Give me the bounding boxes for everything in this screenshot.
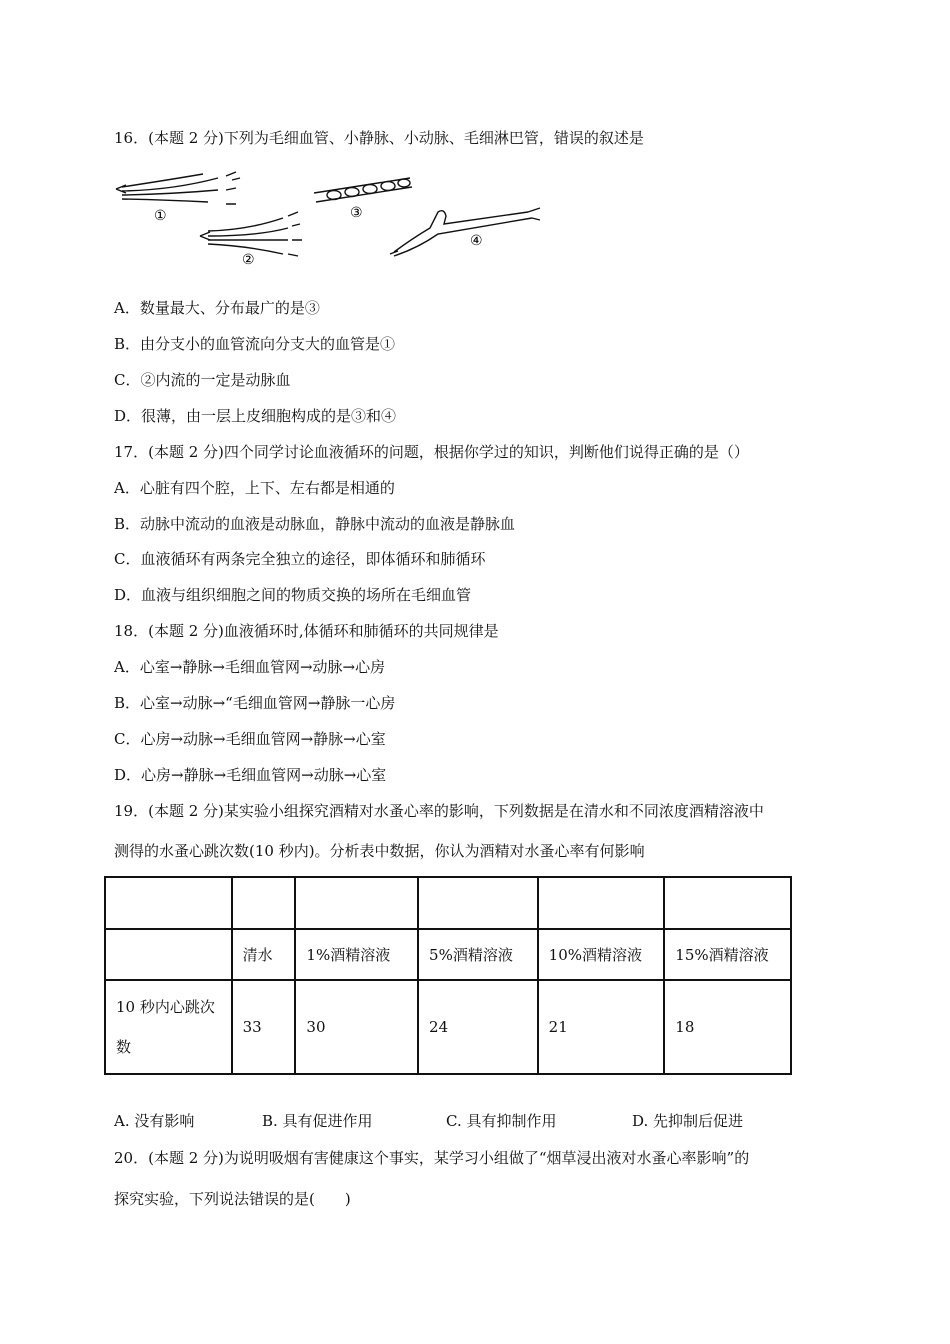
value-cell: 24 — [418, 980, 538, 1074]
q18-option-b: B．心室→动脉→“毛细血管网→静脉一心房 — [114, 694, 396, 712]
q16-option-c: C．②内流的一定是动脉血 — [114, 371, 291, 389]
q20-stem-line1: 20．(本题 2 分)为说明吸烟有害健康这个事实，某学习小组做了“烟草浸出液对水蚤心率影响”的 — [114, 1149, 750, 1167]
row-label-line2: 数 — [116, 1038, 132, 1056]
q19-options — [114, 1111, 743, 1131]
q17-option-a: A．心脏有四个腔，上下、左右都是相通的 — [114, 479, 395, 497]
value-cell: 21 — [538, 980, 665, 1074]
header-cell: 15%酒精溶液 — [664, 929, 791, 980]
q17-option-c: C．血液循环有两条完全独立的途径，即体循环和肺循环 — [114, 550, 486, 568]
vessel-2 — [200, 212, 302, 256]
row-label-cell — [105, 980, 232, 1074]
q19-option-c: C. 具有抑制作用 — [446, 1112, 557, 1130]
q16-option-d: D．很薄，由一层上皮细胞构成的是③和④ — [114, 407, 397, 425]
vessel-4 — [390, 208, 540, 256]
value-cell: 33 — [232, 980, 296, 1074]
vessel-label-2: ② — [242, 252, 255, 268]
header-cell: 5%酒精溶液 — [418, 929, 538, 980]
header-cell: 10%酒精溶液 — [538, 929, 665, 980]
q18-stem: 18．(本题 2 分)血液循环时,体循环和肺循环的共同规律是 — [114, 622, 499, 640]
q19-option-b: B. 具有促进作用 — [262, 1112, 373, 1130]
q19-stem-line1: 19．(本题 2 分)某实验小组探究酒精对水蚤心率的影响，下列数据是在清水和不同浓度酒精溶液中 — [114, 802, 764, 820]
vessel-label-4: ④ — [470, 233, 483, 249]
q18-option-d: D．心房→静脉→毛细血管网→动脉→心室 — [114, 766, 387, 784]
q17-option-b: B．动脉中流动的血液是动脉血，静脉中流动的血液是静脉血 — [114, 515, 516, 533]
heart-rate-table — [104, 876, 792, 1075]
header-cell: 1%酒精溶液 — [295, 929, 418, 980]
q17-stem: 17．(本题 2 分)四个同学讨论血液循环的问题，根据你学过的知识，判断他们说得正确的是（） — [114, 443, 749, 461]
table-row — [105, 877, 791, 929]
q19-stem-line2: 测得的水蚤心跳次数(10 秒内)。分析表中数据，你认为酒精对水蚤心率有何影响 — [114, 842, 645, 860]
table-row — [105, 929, 791, 980]
q16-stem: 16．(本题 2 分)下列为毛细血管、小静脉、小动脉、毛细淋巴管，错误的叙述是 — [114, 129, 644, 147]
q19-option-a: A. 没有影响 — [114, 1112, 195, 1130]
blood-vessel-figure — [108, 168, 558, 273]
table-row — [105, 980, 791, 1074]
q16-option-b: B．由分支小的血管流向分支大的血管是① — [114, 335, 396, 353]
vessel-label-1: ① — [154, 208, 167, 224]
vessel-3 — [314, 178, 412, 202]
vessel-label-3: ③ — [350, 205, 363, 221]
vessel-1 — [116, 172, 240, 204]
header-cell: 清水 — [232, 929, 296, 980]
q18-option-a: A．心室→静脉→毛细血管网→动脉→心房 — [114, 658, 386, 676]
q16-option-a: A．数量最大、分布最广的是③ — [114, 299, 320, 317]
q18-option-c: C．心房→动脉→毛细血管网→静脉→心室 — [114, 730, 386, 748]
q20-stem-line2: 探究实验，下列说法错误的是( ) — [114, 1190, 351, 1208]
q19-option-d: D. 先抑制后促进 — [632, 1112, 744, 1130]
row-label-line1: 10 秒内心跳次 — [116, 998, 215, 1016]
q17-option-d: D．血液与组织细胞之间的物质交换的场所在毛细血管 — [114, 586, 472, 604]
value-cell: 30 — [295, 980, 418, 1074]
value-cell: 18 — [664, 980, 791, 1074]
